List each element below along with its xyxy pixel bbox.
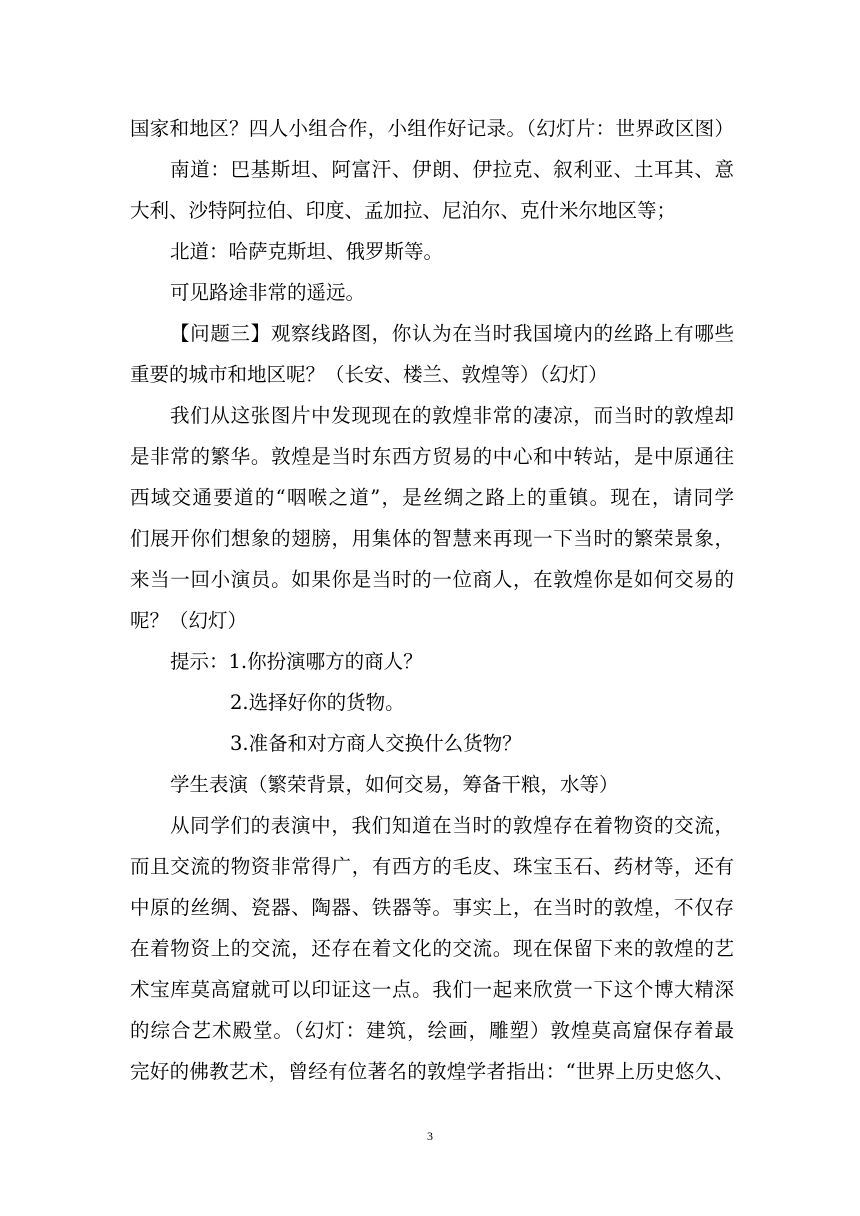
text-line: 3.准备和对方商人交换什么货物？ — [230, 732, 522, 755]
text-line: 南道：巴基斯坦、阿富汗、伊朗、伊拉克、叙利亚、土耳其、意 — [170, 158, 734, 181]
text-line: 是非常的繁华。敦煌是当时东西方贸易的中心和中转站，是中原通往 — [130, 445, 734, 468]
text-line: 完好的佛教艺术，曾经有位著名的敦煌学者指出：“世界上历史悠久、 — [130, 1060, 734, 1083]
text-line: 重要的城市和地区呢？（长安、楼兰、敦煌等）（幻灯） — [130, 363, 608, 386]
text-line: 术宝库莫高窟就可以印证这一点。我们一起来欣赏一下这个博大精深 — [130, 978, 734, 1001]
text-line: 的综合艺术殿堂。（幻灯：建筑，绘画，雕塑）敦煌莫高窟保存着最 — [130, 1019, 734, 1042]
text-line: 提示：1.你扮演哪方的商人？ — [170, 650, 423, 673]
text-line: 从同学们的表演中，我们知道在当时的敦煌存在着物资的交流， — [170, 814, 734, 837]
text-line: 西域交通要道的“咽喉之道”，是丝绸之路上的重镇。现在，请同学 — [130, 486, 734, 509]
text-line: 国家和地区？四人小组合作，小组作好记录。（幻灯片：世界政区图） — [130, 117, 734, 140]
text-line: 北道：哈萨克斯坦、俄罗斯等。 — [170, 240, 444, 263]
text-line: 【问题三】观察线路图，你认为在当时我国境内的丝路上有哪些 — [170, 322, 734, 345]
text-line: 来当一回小演员。如果你是当时的一位商人，在敦煌你是如何交易的 — [130, 568, 734, 591]
text-line: 大利、沙特阿拉伯、印度、孟加拉、尼泊尔、克什米尔地区等； — [130, 199, 677, 222]
text-line: 我们从这张图片中发现现在的敦煌非常的凄凉，而当时的敦煌却 — [170, 404, 734, 427]
text-line: 呢？（幻灯） — [130, 609, 248, 632]
text-line: 学生表演（繁荣背景，如何交易，筹备干粮，水等） — [170, 773, 619, 796]
text-line: 们展开你们想象的翅膀，用集体的智慧来再现一下当时的繁荣景象， — [130, 527, 734, 550]
text-line: 在着物资上的交流，还存在着文化的交流。现在保留下来的敦煌的艺 — [130, 937, 734, 960]
text-line: 而且交流的物资非常得广，有西方的毛皮、珠宝玉石、药材等，还有 — [130, 855, 734, 878]
page-number: 3 — [427, 1129, 433, 1143]
text-line: 可见路途非常的遥远。 — [170, 281, 366, 304]
text-line: 2.选择好你的货物。 — [230, 691, 405, 714]
text-line: 中原的丝绸、瓷器、陶器、铁器等。事实上，在当时的敦煌，不仅存 — [130, 896, 734, 919]
